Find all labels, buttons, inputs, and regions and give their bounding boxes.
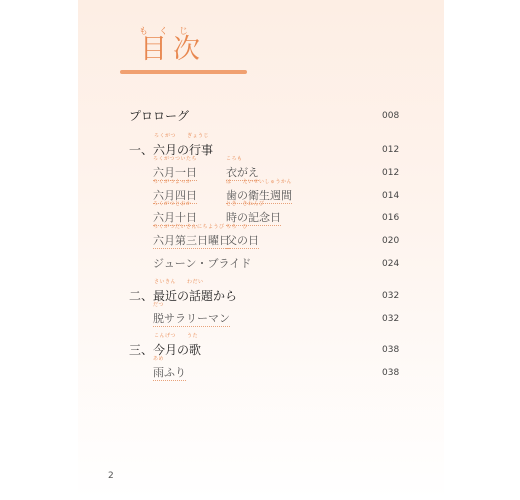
- toc-page: 032: [382, 314, 400, 324]
- book-page: [78, 0, 444, 500]
- toc-ruby-event: ころも: [226, 156, 243, 162]
- toc-page: 016: [382, 213, 400, 223]
- toc-ruby-event: ちち ひ: [226, 224, 249, 230]
- toc-ruby-section-2: さいきん わだい: [154, 279, 204, 285]
- toc-ruby: ろくがつよっか: [153, 179, 192, 185]
- toc-label: 雨ふり: [153, 366, 186, 379]
- title-ruby: もくじ: [139, 27, 200, 37]
- toc-ruby: ろくがつとおか: [153, 201, 192, 207]
- toc-page-prologue: 008: [382, 111, 400, 121]
- title-underline-bar: [120, 70, 247, 74]
- toc-label: 脱サラリーマン: [153, 312, 230, 325]
- toc-row-amefuri[interactable]: [0, 356, 520, 381]
- toc-page: 038: [382, 368, 400, 378]
- toc-label-event: 歯の衛生週間: [226, 189, 292, 202]
- toc-ruby-event: は えいせいしゅうかん: [226, 179, 293, 185]
- toc-page-section-2: 032: [382, 291, 400, 301]
- toc-row-section-3[interactable]: [0, 333, 520, 358]
- toc-label: ジューン・ブライド: [153, 257, 252, 270]
- toc-label-date: 六月四日: [153, 189, 197, 202]
- toc-page: 012: [382, 168, 400, 178]
- toc-row-june-10[interactable]: [0, 201, 520, 226]
- toc-ruby: ろくがつついたち: [153, 156, 198, 162]
- page-folio-number: 2: [108, 471, 114, 481]
- toc-label-event: 時の記念日: [226, 211, 281, 224]
- toc-label-date: 六月一日: [153, 166, 197, 179]
- page-title: 目次: [140, 34, 206, 65]
- toc-page-section-1: 012: [382, 145, 400, 155]
- toc-page: 020: [382, 236, 400, 246]
- toc-row-prologue[interactable]: [0, 104, 520, 124]
- toc-label-section-2: 二、最近の話題から: [129, 289, 238, 303]
- toc-row-june-bride[interactable]: [0, 252, 520, 272]
- toc-row-section-1[interactable]: [0, 133, 520, 158]
- toc-ruby: ろくがつだいさんにちようび: [153, 224, 225, 230]
- toc-label-section-1: 一、六月の行事: [129, 143, 214, 157]
- toc-row-salaryman[interactable]: [0, 302, 520, 327]
- toc-ruby-event: とき きねんび: [226, 201, 265, 207]
- toc-row-june-1[interactable]: [0, 156, 520, 181]
- toc-label-section-3: 三、今月の歌: [129, 343, 202, 357]
- toc-label-event: 衣がえ: [226, 166, 259, 179]
- toc-page: 024: [382, 259, 400, 269]
- toc-row-section-2[interactable]: [0, 279, 520, 304]
- toc-ruby: だつ: [153, 302, 165, 308]
- toc-ruby-section-1: ろくがつ ぎょうじ: [154, 133, 210, 139]
- toc-label-date: 六月第三日曜日: [153, 234, 230, 247]
- toc-page: 014: [382, 191, 400, 201]
- toc-ruby: あめ: [153, 356, 165, 362]
- toc-label-event: 父の日: [226, 234, 259, 247]
- toc-label-prologue: プロローグ: [129, 109, 190, 123]
- toc-ruby-section-3: こんげつ うた: [154, 333, 199, 339]
- toc-label-date: 六月十日: [153, 211, 197, 224]
- toc-page-section-3: 038: [382, 345, 400, 355]
- toc-row-june-third-sunday[interactable]: [0, 224, 520, 249]
